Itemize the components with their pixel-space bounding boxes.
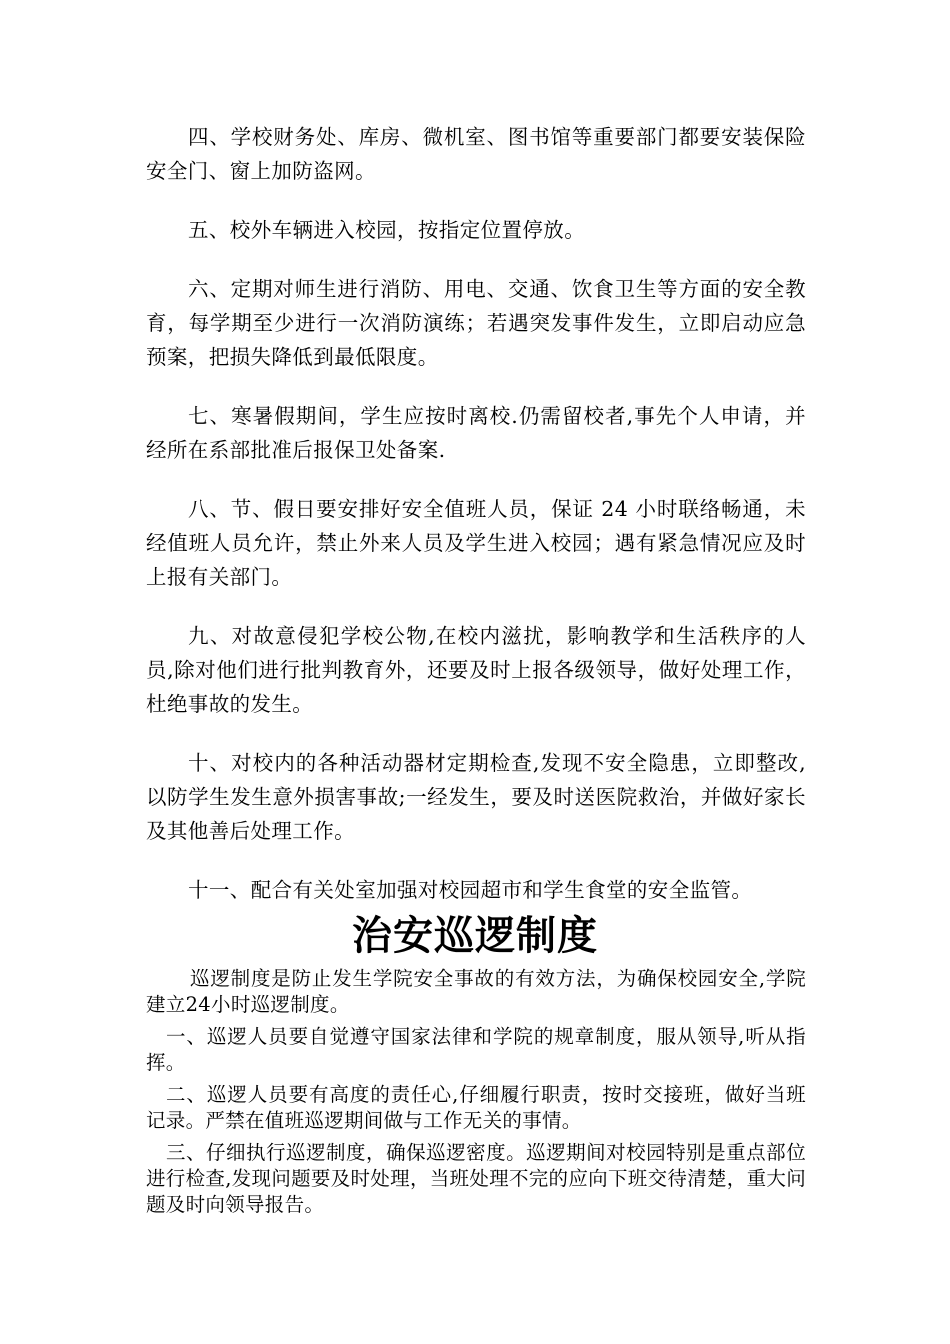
rule-paragraph-5: 五、校外车辆进入校园，按指定位置停放。	[188, 218, 586, 242]
rule-paragraph-10: 十、对校内的各种活动器材定期检查,发现不安全隐患，立即整改,以防学生发生意外损害事故;一经发生，要及时送医院救治，并做好家长及其他善后处理工作。	[146, 751, 806, 843]
rule-paragraph-8: 八、节、假日要安排好安全值班人员，保证 24 小时联络畅通，未经值班人员允许，禁止外来人员及学生进入校园；遇有紧急情况应及时上报有关部门。	[146, 497, 806, 589]
patrol-section-title: 治安巡逻制度	[352, 913, 598, 959]
patrol-rules-section	[146, 966, 806, 1224]
rule-paragraph-6: 六、定期对师生进行消防、用电、交通、饮食卫生等方面的安全教育，每学期至少进行一次消防演练；若遇突发事件发生，立即启动应急预案，把损失降低到最低限度。	[146, 277, 806, 369]
rule-paragraph-7: 七、寒暑假期间，学生应按时离校.仍需留校者,事先个人申请，并经所在系部批准后报保卫处备案.	[146, 404, 806, 462]
rule-paragraph-9: 九、对故意侵犯学校公物,在校内滋扰，影响教学和生活秩序的人员,除对他们进行批判教育外，还要及时上报各级领导，做好处理工作，杜绝事故的发生。	[146, 624, 806, 716]
patrol-item-2: 二、巡逻人员要有高度的责任心,仔细履行职责，按时交接班，做好当班记录。严禁在值班巡逻期间做与工作无关的事情。	[146, 1083, 806, 1132]
patrol-item-1: 一、巡逻人员要自觉遵守国家法律和学院的规章制度，服从领导,听从指挥。	[146, 1025, 806, 1074]
rule-paragraph-11: 十一、配合有关处室加强对校园超市和学生食堂的安全监管。	[188, 878, 753, 902]
patrol-item-3: 三、仔细执行巡逻制度，确保巡逻密度。巡逻期间对校园特别是重点部位进行检查,发现问题要及时处理，当班处理不完的应向下班交待清楚，重大问题及时向领导报告。	[146, 1141, 806, 1216]
security-rules-section	[146, 120, 806, 932]
rule-paragraph-4: 四、学校财务处、库房、微机室、图书馆等重要部门都要安装保险安全门、窗上加防盗网。	[146, 125, 806, 183]
patrol-intro-paragraph: 巡逻制度是防止发生学院安全事故的有效方法，为确保校园安全,学院建立24小时巡逻制度。	[146, 967, 806, 1016]
